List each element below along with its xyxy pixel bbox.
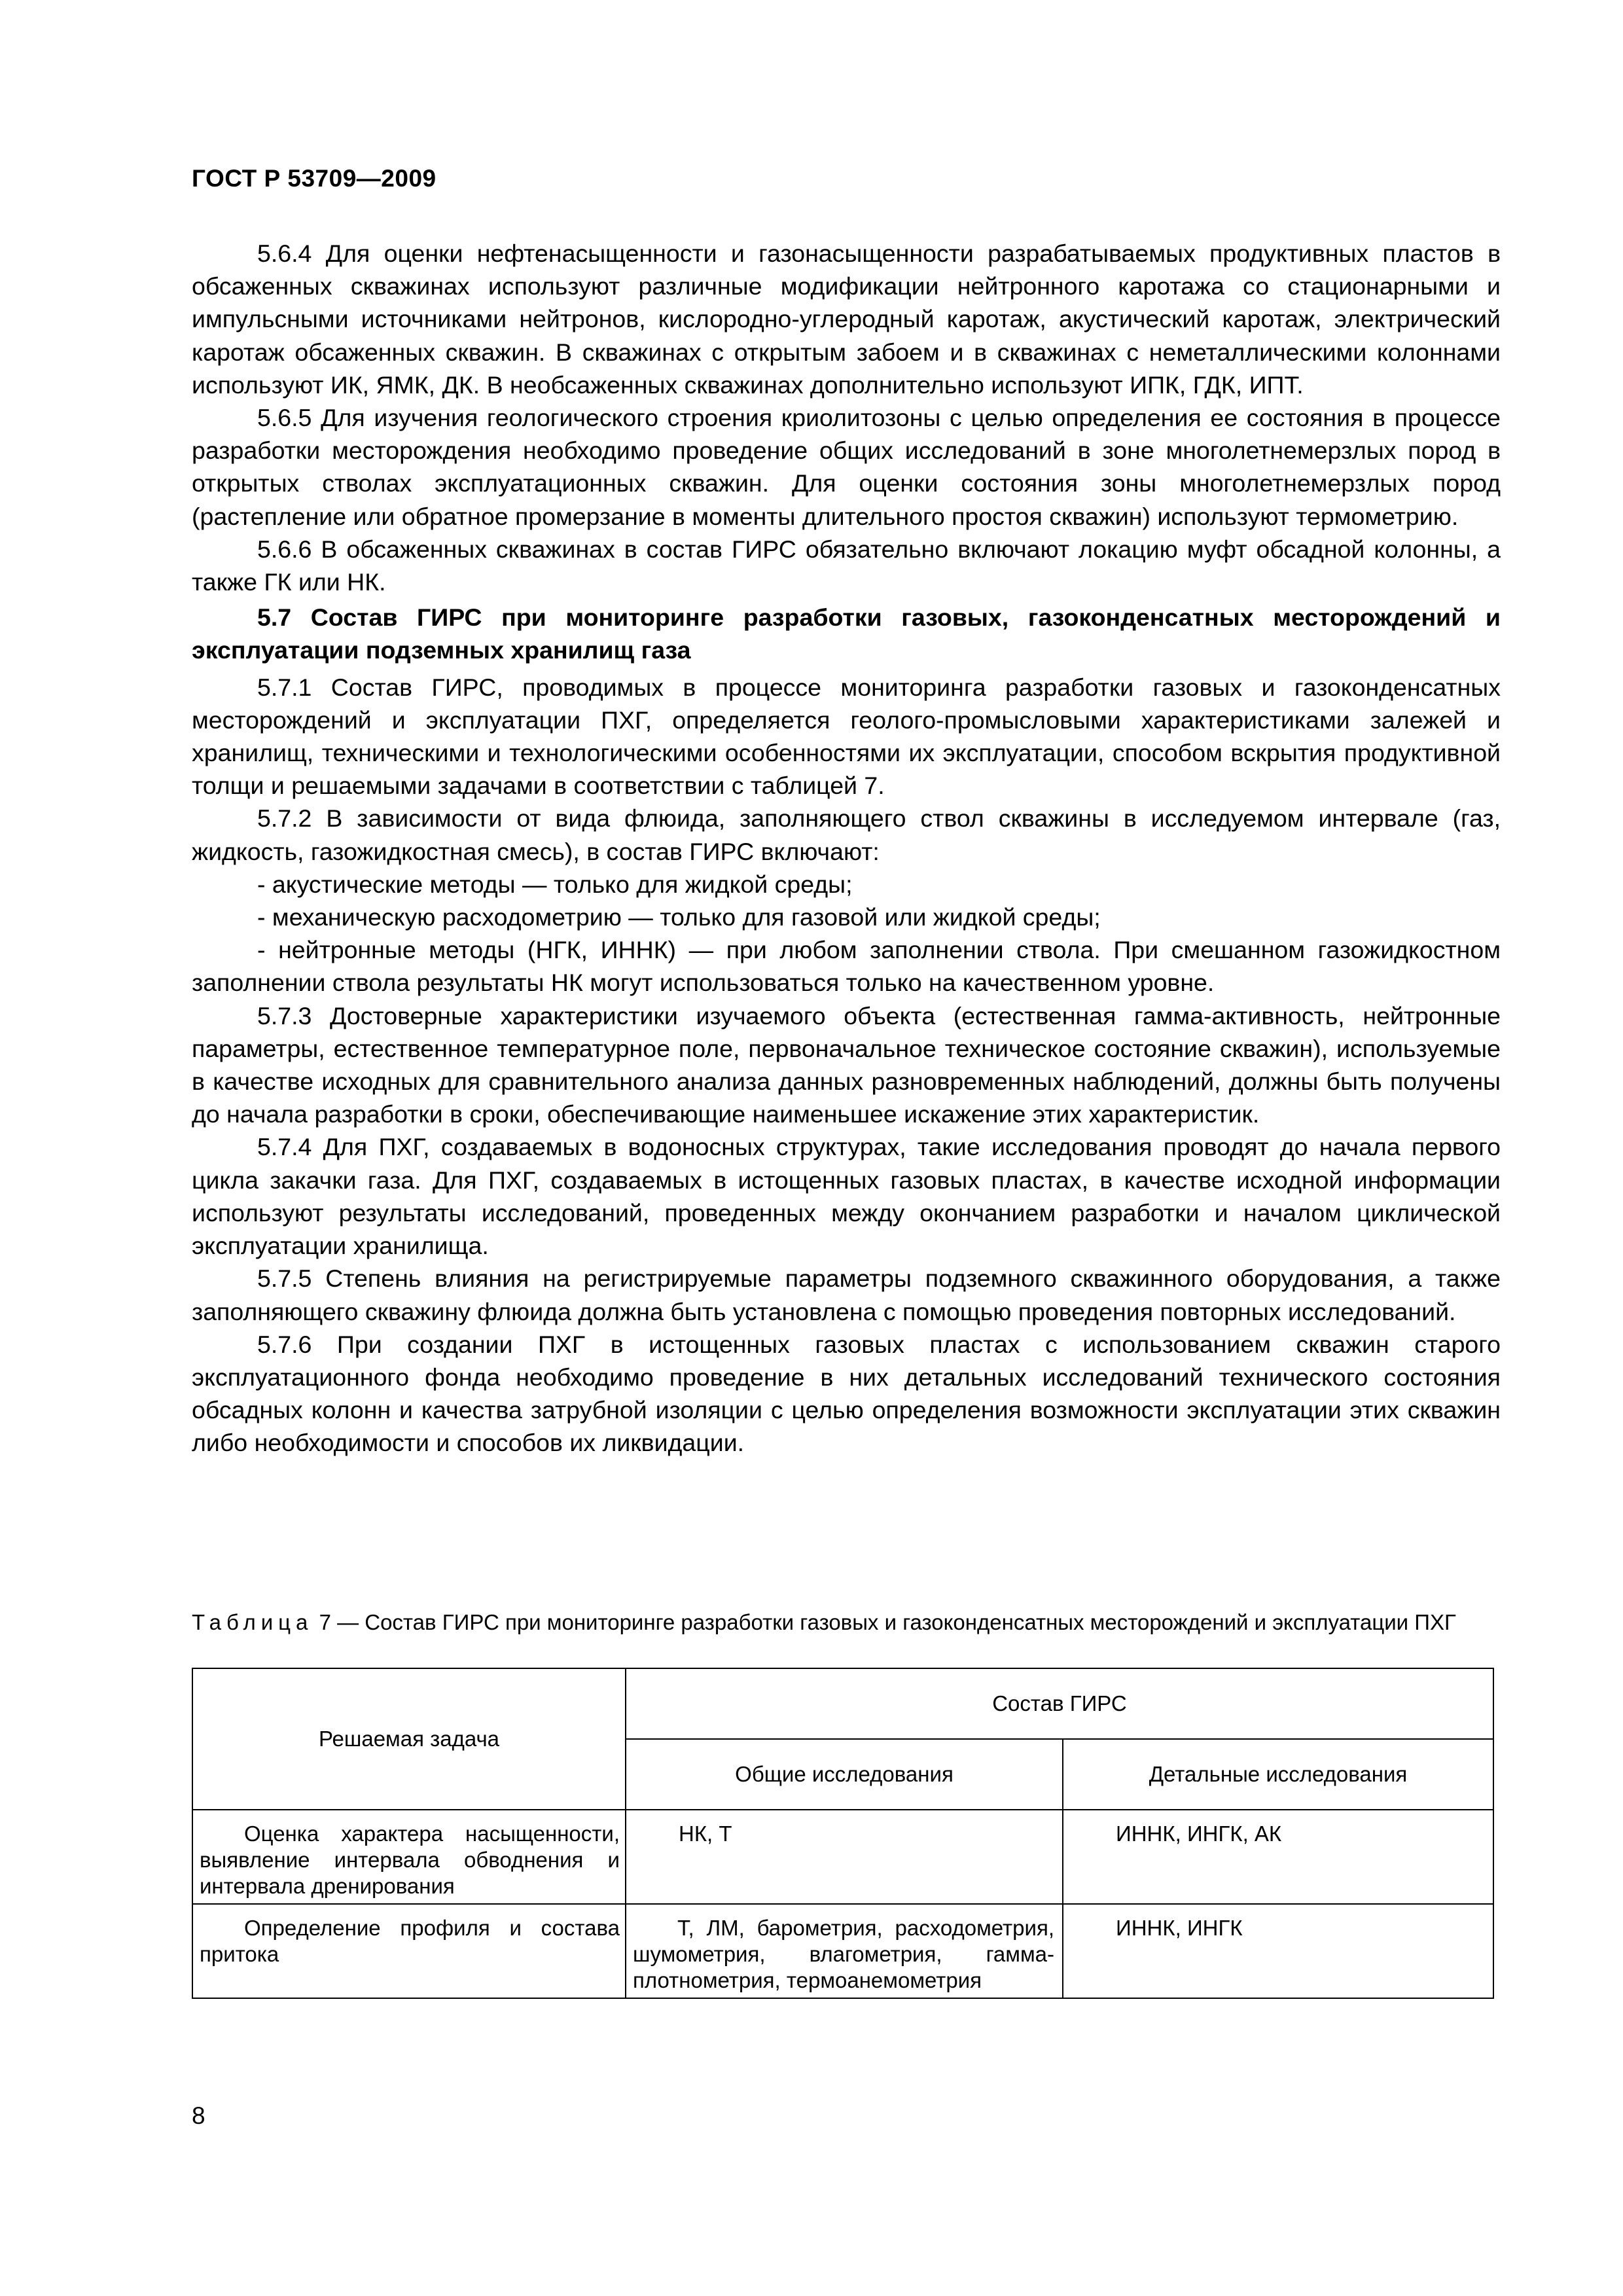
- section-heading-5-7: 5.7 Состав ГИРС при мониторинге разработки газовых, газоконденсатных месторождений и эксплуатации подземных хранилищ газа: [192, 603, 1501, 664]
- table-row: [192, 1810, 1493, 1904]
- list-item-flowmetry: - механическую расходометрию — только для газовой или жидкой среды;: [257, 903, 1101, 931]
- paragraph-5-7-6: 5.7.6 При создании ПХГ в истощенных газовых пластах с использованием скважин старого эксплуатационного фонда необходимо проведение в них детальных исследований технического состояния обсадных колонн и качества затрубной изоляции с целью определения возможности эксплуатации этих скважин либо необходимости и способов их ликвидации.: [192, 1330, 1501, 1457]
- paragraph-5-6-5: 5.6.5 Для изучения геологического строения криолитозоны с целью определения ее состояния в процессе разработки месторождения необходимо проведение общих исследований в зоне многолетнемерзлых пород в открытых стволах эксплуатационных скважин. Для оценки состояния зоны многолетнемерзлых пород (растепление или обратное промерзание в моменты длительного простоя скважин) используют термометрию.: [192, 404, 1501, 530]
- document-header: ГОСТ Р 53709—2009: [192, 165, 437, 192]
- column-header-task: Решаемая задача: [192, 1668, 626, 1810]
- paragraph-5-7-1: 5.7.1 Состав ГИРС, проводимых в процессе мониторинга разработки газовых и газоконденсатных месторождений и эксплуатации ПХГ, определяется геолого-промысловыми характеристиками залежей и хранилищ, техническими и технологическими особенностями их эксплуатации, способом вскрытия продуктивной толщи и решаемыми задачами в соответствии с таблицей 7.: [192, 673, 1501, 800]
- table-caption: [192, 1609, 1494, 1636]
- table-caption-word: Таблица: [192, 1610, 313, 1634]
- paragraph-5-7-4: 5.7.4 Для ПХГ, создаваемых в водоносных структурах, такие исследования проводят до начала первого цикла закачки газа. Для ПХГ, создаваемых в истощенных газовых пластах, в качестве исходной информации используют результаты исследований, проведенных между окончанием разработки и началом циклической эксплуатации хранилища.: [192, 1133, 1501, 1260]
- table-7: [192, 1668, 1494, 1999]
- cell-task: Определение профиля и состава притока: [192, 1904, 626, 1998]
- cell-task: Оценка характера насыщенности, выявление интервала обводнения и интервала дренирования: [192, 1810, 626, 1904]
- paragraph-5-7-3: 5.7.3 Достоверные характеристики изучаемого объекта (естественная гамма-активность, нейтронные параметры, естественное температурное поле, первоначальное техническое состояние скважин), используемые в качестве исходных для сравнительного анализа данных разновременных наблюдений, должны быть получены до начала разработки в сроки, обеспечивающие наименьшее искажение этих характеристик.: [192, 1001, 1501, 1128]
- column-header-gir-composition: Состав ГИРС: [626, 1668, 1493, 1739]
- cell-general: Т, ЛМ, барометрия, расходометрия, шумометрия, влагометрия, гамма-плотнометрия, термоанемометрия: [626, 1904, 1063, 1998]
- cell-detailed: ИННК, ИНГК, АК: [1063, 1810, 1493, 1904]
- cell-detailed: ИННК, ИНГК: [1063, 1904, 1493, 1998]
- paragraph-5-7-5: 5.7.5 Степень влияния на регистрируемые параметры подземного скважинного оборудования, а также заполняющего скважину флюида должна быть установлена с помощью проведения повторных исследований.: [192, 1265, 1501, 1325]
- list-item-neutron: - нейтронные методы (НГК, ИННК) — при любом заполнении ствола. При смешанном газожидкостном заполнении ствола результаты НК могут использоваться только на качественном уровне.: [192, 936, 1501, 997]
- table-caption-title: 7 — Состав ГИРС при мониторинге разработки газовых и газоконденсатных месторождений и эксплуатации ПХГ: [319, 1610, 1456, 1634]
- body-text: [192, 237, 1501, 1460]
- table-row: [192, 1904, 1493, 1998]
- cell-general: НК, Т: [626, 1810, 1063, 1904]
- paragraph-5-7-2: 5.7.2 В зависимости от вида флюида, заполняющего ствол скважины в исследуемом интервале (газ, жидкость, газожидкостная смесь), в состав ГИРС включают:: [192, 804, 1501, 865]
- column-header-detailed: Детальные исследования: [1063, 1739, 1493, 1810]
- column-header-general: Общие исследования: [626, 1739, 1063, 1810]
- page-number: 8: [192, 2102, 205, 2129]
- paragraph-5-6-4: 5.6.4 Для оценки нефтенасыщенности и газонасыщенности разрабатываемых продуктивных пластов в обсаженных скважинах используют различные модификации нейтронного каротажа со стационарными и импульсными источниками нейтронов, кислородно-углеродный каротаж, акустический каротаж, электрический каротаж обсаженных скважин. В скважинах с открытым забоем и в скважинах с неметаллическими колоннами используют ИК, ЯМК, ДК. В необсаженных скважинах дополнительно используют ИПК, ГДК, ИПТ.: [192, 240, 1501, 399]
- paragraph-5-6-6: 5.6.6 В обсаженных скважинах в состав ГИРС обязательно включают локацию муфт обсадной колонны, а также ГК или НК.: [192, 535, 1501, 596]
- list-item-acoustic: - акустические методы — только для жидкой среды;: [257, 870, 853, 898]
